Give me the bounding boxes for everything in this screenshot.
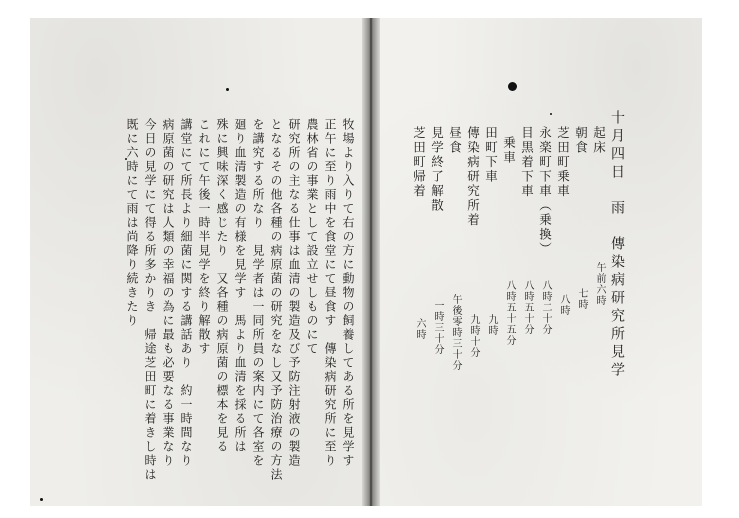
schedule-label: 田町下車	[483, 126, 499, 184]
diary-line: 殊に興味深く感じたり 又各種の病原菌の標本を見る	[215, 118, 229, 454]
schedule-label: 目黒着下車	[519, 126, 535, 199]
right-page	[374, 18, 702, 506]
diary-line: 廻り血清製造の有様を見学す 馬より血清を採る所は	[233, 118, 247, 454]
ink-speck	[550, 113, 552, 115]
diary-line: 講堂にて所長より細菌に関する講話あり 約一時間なり	[179, 118, 193, 468]
schedule-time: 六時	[414, 318, 425, 340]
schedule-label: 朝食	[573, 126, 589, 155]
schedule-time: 八時	[558, 294, 569, 316]
ink-speck	[508, 82, 517, 91]
schedule-time: 八時五十分	[522, 280, 533, 335]
schedule-label: 芝田町帰着	[411, 126, 427, 199]
diary-line: 農林省の事業として設立せしものにて	[305, 118, 319, 356]
diary-line: 既に六時にて雨は尚降り続きたり	[125, 118, 139, 328]
schedule-time: 午前六時	[594, 262, 605, 306]
schedule-time: 午後零時三十分	[450, 294, 461, 371]
diary-line: 正午に至り雨中を食堂にて昼食す 傳染病研究所に至り	[323, 118, 337, 468]
notebook-spread	[30, 18, 702, 506]
schedule-label: 見学終了解散	[429, 126, 445, 213]
schedule-time: 九時十分	[468, 314, 479, 358]
schedule-label: 傳染病研究所着	[465, 126, 481, 228]
schedule-time: 七時	[576, 288, 587, 310]
schedule-time: 九時	[486, 314, 497, 336]
diary-heading: 十月四日 雨 傳染病研究所見学	[609, 110, 625, 380]
schedule-label: 永楽町下車（乗換）	[537, 126, 553, 257]
diary-line: 研究所の主なる仕事は血清の製造及び予防注射液の製造	[287, 118, 301, 468]
schedule-label: 昼食	[447, 126, 463, 155]
schedule-time: 一時三十分	[432, 300, 443, 355]
binding-gutter	[362, 18, 380, 506]
ink-speck	[226, 88, 229, 91]
diary-line: となるその他各種の病原菌の研究をなし又予防治療の方法	[269, 118, 283, 482]
schedule-label: 芝田町乗車	[555, 126, 571, 199]
ink-speck	[40, 498, 43, 501]
diary-line: 牧場より入りて右の方に動物の飼養してある所を見学す	[341, 118, 355, 468]
schedule-time: 八時二十分	[540, 280, 551, 335]
diary-line: これにて午後一時半見学を終り解散す	[197, 118, 211, 356]
schedule-time: 八時五十五分	[504, 280, 515, 346]
diary-line: を講究する所なり 見学者は一同所員の案内にて各室を	[251, 118, 265, 468]
diary-line: 今日の見学にて得る所多かりき 帰途芝田町に着きし時は	[143, 118, 157, 482]
schedule-label: 乗車	[501, 136, 517, 165]
diary-line: 病原菌の研究は人類の幸福の為に最も必要なる事業なり	[161, 118, 175, 468]
schedule-label: 起床	[591, 126, 607, 155]
